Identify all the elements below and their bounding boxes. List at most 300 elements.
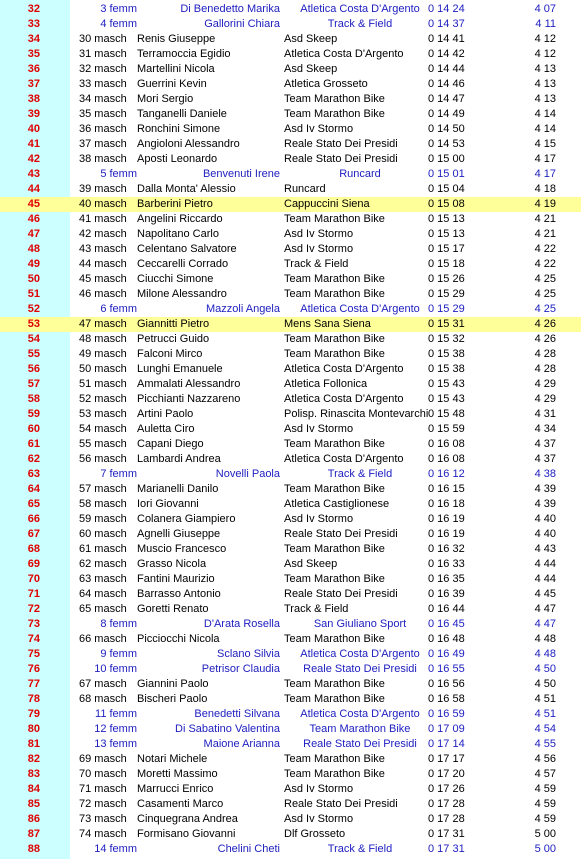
athlete-name-cell: Angelini Riccardo [137, 213, 223, 225]
time-cell: 0 16 08 [428, 453, 465, 465]
position-cell: 74 [27, 633, 40, 645]
team-cell: Team Marathon Bike [284, 753, 385, 765]
pace-cell: 4 11 [535, 18, 556, 30]
category-cell: 68 masch [79, 693, 127, 705]
time-cell: 0 17 31 [428, 828, 465, 840]
category-cell: 42 masch [79, 228, 127, 240]
athlete-name-cell: Auletta Ciro [137, 423, 195, 435]
team-cell: Cappuccini Siena [284, 198, 370, 210]
time-cell: 0 15 13 [428, 213, 465, 225]
time-cell: 0 14 46 [428, 78, 465, 90]
athlete-name-cell: Falconi Mirco [137, 348, 203, 360]
position-cell: 77 [27, 678, 40, 690]
athlete-name-cell: Marianelli Danilo [137, 483, 219, 495]
team-cell: Atletica Follonica [284, 378, 368, 390]
athlete-name-cell: Barberini Pietro [137, 198, 213, 210]
pace-cell: 4 12 [534, 33, 556, 45]
position-cell: 48 [27, 243, 40, 255]
pace-cell: 4 17 [534, 168, 556, 180]
team-cell: Atletica Costa D'Argento [300, 303, 420, 315]
athlete-name-cell: Di Sabatino Valentina [175, 723, 280, 735]
team-cell: Team Marathon Bike [284, 678, 385, 690]
time-cell: 0 16 49 [428, 648, 465, 660]
pace-cell: 4 18 [534, 183, 556, 195]
athlete-name-cell: Agnelli Giuseppe [137, 528, 221, 540]
position-cell: 84 [27, 783, 40, 795]
position-cell: 33 [27, 18, 40, 30]
team-cell: Team Marathon Bike [284, 108, 385, 120]
category-cell: 7 femm [100, 468, 137, 480]
team-cell: Atletica Grosseto [284, 78, 368, 90]
category-cell: 54 masch [79, 423, 127, 435]
pace-cell: 4 15 [534, 138, 556, 150]
pace-cell: 4 47 [534, 618, 556, 630]
team-cell: Dlf Grosseto [284, 828, 346, 840]
athlete-name-cell: Capani Diego [137, 438, 204, 450]
time-cell: 0 15 59 [428, 423, 465, 435]
athlete-name-cell: Goretti Renato [137, 603, 209, 615]
category-cell: 57 masch [79, 483, 127, 495]
athlete-name-cell: Mazzoli Angela [206, 303, 280, 315]
team-cell: Asd Iv Stormo [284, 228, 354, 240]
category-cell: 62 masch [79, 558, 127, 570]
athlete-name-cell: Martellini Nicola [137, 63, 215, 75]
athlete-name-cell: Casamenti Marco [137, 798, 224, 810]
team-cell: Team Marathon Bike [284, 213, 385, 225]
position-cell: 73 [27, 618, 40, 630]
category-cell: 11 femm [95, 708, 137, 720]
table-row [0, 377, 581, 392]
athlete-name-cell: Tanganelli Daniele [137, 108, 227, 120]
category-cell: 8 femm [100, 618, 137, 630]
table-row [0, 137, 581, 152]
table-row [0, 737, 581, 752]
table-row [0, 767, 581, 782]
position-cell: 69 [27, 558, 40, 570]
pace-cell: 4 48 [534, 633, 556, 645]
table-row [0, 182, 581, 197]
category-cell: 58 masch [79, 498, 127, 510]
table-row [0, 122, 581, 137]
category-cell: 63 masch [79, 573, 127, 585]
pace-cell: 4 14 [534, 108, 556, 120]
team-cell: Asd Skeep [284, 63, 338, 75]
team-cell: Reale Stato Dei Presidi [284, 798, 398, 810]
position-cell: 42 [27, 153, 40, 165]
table-row [0, 842, 581, 857]
position-cell: 47 [27, 228, 40, 240]
position-cell: 76 [27, 663, 40, 675]
table-row [0, 47, 581, 62]
category-cell: 14 femm [94, 843, 137, 855]
athlete-name-cell: Notari Michele [137, 753, 208, 765]
athlete-name-cell: Ronchini Simone [137, 123, 221, 135]
position-cell: 54 [27, 333, 40, 345]
table-row [0, 92, 581, 107]
pace-cell: 4 28 [534, 363, 556, 375]
table-row [0, 347, 581, 362]
athlete-name-cell: Picciocchi Nicola [137, 633, 220, 645]
category-cell: 38 masch [79, 153, 127, 165]
position-cell: 60 [27, 423, 40, 435]
position-cell: 79 [27, 708, 40, 720]
table-row [0, 722, 581, 737]
pace-cell: 4 48 [534, 648, 556, 660]
category-cell: 47 masch [79, 318, 127, 330]
athlete-name-cell: Petrucci Guido [137, 333, 210, 345]
team-cell: Atletica Costa D'Argento [284, 393, 404, 405]
athlete-name-cell: Barrasso Antonio [137, 588, 221, 600]
table-row [0, 752, 581, 767]
time-cell: 0 16 12 [428, 468, 465, 480]
position-cell: 39 [27, 108, 40, 120]
table-row [0, 602, 581, 617]
athlete-name-cell: Bischeri Paolo [137, 693, 208, 705]
category-cell: 74 masch [79, 828, 127, 840]
athlete-name-cell: Grasso Nicola [137, 558, 207, 570]
pace-cell: 4 56 [534, 753, 556, 765]
athlete-name-cell: Maione Arianna [203, 738, 280, 750]
pace-cell: 4 43 [534, 543, 556, 555]
category-cell: 60 masch [79, 528, 127, 540]
position-cell: 65 [27, 498, 40, 510]
category-cell: 52 masch [79, 393, 127, 405]
athlete-name-cell: D'Arata Rosella [203, 618, 280, 630]
time-cell: 0 15 26 [428, 273, 465, 285]
team-cell: Atletica Castiglionese [284, 498, 390, 510]
position-cell: 36 [27, 63, 40, 75]
pace-cell: 4 59 [534, 798, 556, 810]
category-cell: 44 masch [79, 258, 127, 270]
pace-cell: 4 21 [534, 228, 556, 240]
category-cell: 13 femm [94, 738, 137, 750]
pace-cell: 4 57 [534, 768, 556, 780]
team-cell: Team Marathon Bike [284, 633, 385, 645]
position-cell: 62 [27, 453, 40, 465]
table-row [0, 647, 581, 662]
table-row [0, 527, 581, 542]
category-cell: 37 masch [79, 138, 127, 150]
pace-cell: 4 38 [534, 468, 556, 480]
team-cell: Atletica Costa D'Argento [300, 3, 420, 15]
athlete-name-cell: Ceccarelli Corrado [137, 258, 229, 270]
team-cell: Reale Stato Dei Presidi [284, 588, 398, 600]
team-cell: Mens Sana Siena [284, 318, 371, 330]
category-cell: 33 masch [79, 78, 127, 90]
table-row [0, 407, 581, 422]
table-row [0, 557, 581, 572]
pace-cell: 4 40 [534, 528, 556, 540]
team-cell: Atletica Costa D'Argento [284, 48, 404, 60]
category-cell: 34 masch [79, 93, 127, 105]
team-cell: Track & Field [327, 843, 393, 855]
athlete-name-cell: Celentano Salvatore [137, 243, 237, 255]
table-row [0, 497, 581, 512]
time-cell: 0 16 59 [428, 708, 465, 720]
position-cell: 63 [27, 468, 40, 480]
position-cell: 82 [27, 753, 40, 765]
pace-cell: 4 34 [534, 423, 556, 435]
time-cell: 0 15 17 [428, 243, 465, 255]
pace-cell: 4 22 [534, 258, 556, 270]
team-cell: Asd Iv Stormo [284, 813, 354, 825]
time-cell: 0 15 29 [428, 303, 465, 315]
table-row [0, 587, 581, 602]
table-row [0, 707, 581, 722]
category-cell: 67 masch [79, 678, 127, 690]
team-cell: Runcard [284, 183, 326, 195]
table-row [0, 242, 581, 257]
time-cell: 0 17 28 [428, 813, 465, 825]
position-cell: 55 [27, 348, 40, 360]
time-cell: 0 16 33 [428, 558, 465, 570]
time-cell: 0 14 53 [428, 138, 465, 150]
time-cell: 0 16 44 [428, 603, 465, 615]
pace-cell: 4 39 [534, 498, 556, 510]
team-cell: Atletica Costa D'Argento [284, 453, 404, 465]
category-cell: 51 masch [79, 378, 127, 390]
category-cell: 61 masch [79, 543, 127, 555]
category-cell: 49 masch [79, 348, 127, 360]
team-cell: Team Marathon Bike [284, 768, 385, 780]
athlete-name-cell: Benvenuti Irene [202, 168, 280, 180]
category-cell: 39 masch [79, 183, 127, 195]
team-cell: Runcard [339, 168, 381, 180]
team-cell: Reale Stato Dei Presidi [303, 663, 417, 675]
pace-cell: 4 12 [534, 48, 556, 60]
position-cell: 59 [27, 408, 40, 420]
pace-cell: 4 29 [534, 378, 556, 390]
table-row [0, 257, 581, 272]
category-cell: 64 masch [79, 588, 127, 600]
time-cell: 0 15 13 [428, 228, 465, 240]
time-cell: 0 14 37 [428, 18, 465, 30]
team-cell: Team Marathon Bike [284, 273, 385, 285]
table-row [0, 632, 581, 647]
time-cell: 0 15 01 [428, 168, 465, 180]
pace-cell: 4 44 [534, 558, 556, 570]
position-cell: 56 [27, 363, 40, 375]
pace-cell: 4 39 [534, 483, 556, 495]
position-cell: 78 [27, 693, 40, 705]
team-cell: Atletica Costa D'Argento [300, 708, 420, 720]
category-cell: 41 masch [79, 213, 127, 225]
category-cell: 45 masch [79, 273, 127, 285]
position-cell: 34 [27, 33, 40, 45]
athlete-name-cell: Chelini Cheti [217, 843, 280, 855]
category-cell: 4 femm [100, 18, 137, 30]
pace-cell: 4 14 [534, 123, 556, 135]
pace-cell: 4 26 [534, 318, 556, 330]
athlete-name-cell: Formisano Giovanni [137, 828, 236, 840]
table-row [0, 362, 581, 377]
time-cell: 0 16 08 [428, 438, 465, 450]
pace-cell: 4 50 [534, 663, 556, 675]
pace-cell: 4 25 [534, 303, 556, 315]
table-row [0, 662, 581, 677]
position-cell: 66 [27, 513, 40, 525]
table-row [0, 227, 581, 242]
pace-cell: 4 40 [534, 513, 556, 525]
position-cell: 71 [27, 588, 40, 600]
athlete-name-cell: Renis Giuseppe [137, 33, 216, 45]
team-cell: Team Marathon Bike [284, 348, 385, 360]
time-cell: 0 17 09 [428, 723, 465, 735]
team-cell: Team Marathon Bike [284, 288, 385, 300]
time-cell: 0 15 32 [428, 333, 465, 345]
table-row [0, 332, 581, 347]
pace-cell: 4 31 [534, 408, 556, 420]
athlete-name-cell: Moretti Massimo [137, 768, 218, 780]
table-row [0, 107, 581, 122]
category-cell: 35 masch [79, 108, 127, 120]
time-cell: 0 17 31 [428, 843, 465, 855]
position-cell: 49 [27, 258, 40, 270]
team-cell: Team Marathon Bike [284, 573, 385, 585]
category-cell: 70 masch [79, 768, 127, 780]
pace-cell: 4 59 [534, 813, 556, 825]
table-row [0, 152, 581, 167]
pace-cell: 4 59 [534, 783, 556, 795]
table-row [0, 17, 581, 32]
athlete-name-cell: Aposti Leonardo [137, 153, 218, 165]
time-cell: 0 16 45 [428, 618, 465, 630]
table-row [0, 272, 581, 287]
position-cell: 75 [27, 648, 40, 660]
category-cell: 9 femm [100, 648, 137, 660]
category-cell: 69 masch [79, 753, 127, 765]
team-cell: Asd Iv Stormo [284, 123, 354, 135]
position-cell: 38 [27, 93, 40, 105]
athlete-name-cell: Guerrini Kevin [137, 78, 207, 90]
pace-cell: 4 50 [534, 678, 556, 690]
time-cell: 0 14 50 [428, 123, 465, 135]
table-row [0, 392, 581, 407]
table-row [0, 167, 581, 182]
position-cell: 72 [27, 603, 40, 615]
position-cell: 68 [27, 543, 40, 555]
time-cell: 0 17 14 [428, 738, 465, 750]
position-cell: 86 [27, 813, 40, 825]
table-row [0, 77, 581, 92]
time-cell: 0 14 47 [428, 93, 465, 105]
position-cell: 45 [0, 197, 40, 212]
time-cell: 0 15 43 [428, 378, 465, 390]
athlete-name-cell: Novelli Paola [215, 468, 280, 480]
athlete-name-cell: Terramoccia Egidio [137, 48, 231, 60]
category-cell: 30 masch [79, 33, 127, 45]
position-cell: 37 [27, 78, 40, 90]
table-row [0, 482, 581, 497]
team-cell: Asd Iv Stormo [284, 513, 354, 525]
category-cell: 46 masch [79, 288, 127, 300]
athlete-name-cell: Picchianti Nazzareno [137, 393, 241, 405]
table-row [0, 197, 581, 212]
position-cell: 83 [27, 768, 40, 780]
athlete-name-cell: Benedetti Silvana [194, 708, 280, 720]
time-cell: 0 14 44 [428, 63, 465, 75]
athlete-name-cell: Dalla Monta' Alessio [137, 183, 236, 195]
pace-cell: 4 47 [534, 603, 556, 615]
pace-cell: 4 28 [534, 348, 556, 360]
athlete-name-cell: Iori Giovanni [137, 498, 199, 510]
time-cell: 0 14 42 [428, 48, 465, 60]
time-cell: 0 15 18 [428, 258, 465, 270]
table-row [0, 302, 581, 317]
team-cell: Track & Field [327, 468, 393, 480]
team-cell: Team Marathon Bike [284, 693, 385, 705]
position-cell: 58 [27, 393, 40, 405]
athlete-name-cell: Petrisor Claudia [201, 663, 280, 675]
category-cell: 32 masch [79, 63, 127, 75]
team-cell: Team Marathon Bike [284, 483, 385, 495]
table-row [0, 692, 581, 707]
time-cell: 0 15 04 [428, 183, 465, 195]
table-row [0, 512, 581, 527]
time-cell: 0 14 41 [428, 33, 465, 45]
pace-cell: 4 44 [534, 573, 556, 585]
pace-cell: 4 17 [534, 153, 556, 165]
table-row [0, 422, 581, 437]
pace-cell: 4 37 [534, 438, 556, 450]
athlete-name-cell: Marrucci Enrico [137, 783, 214, 795]
category-cell: 3 femm [100, 3, 137, 15]
category-cell: 6 femm [100, 303, 137, 315]
team-cell: Atletica Costa D'Argento [284, 363, 404, 375]
category-cell: 56 masch [79, 453, 127, 465]
category-cell: 55 masch [79, 438, 127, 450]
team-cell: Team Marathon Bike [284, 543, 385, 555]
time-cell: 0 16 19 [428, 528, 465, 540]
team-cell: Track & Field [284, 258, 349, 270]
position-cell: 35 [27, 48, 40, 60]
time-cell: 0 15 31 [428, 318, 465, 330]
team-cell: Team Marathon Bike [284, 333, 385, 345]
athlete-name-cell: Gallorini Chiara [204, 18, 280, 30]
time-cell: 0 16 19 [428, 513, 465, 525]
team-cell: Reale Stato Dei Presidi [284, 153, 398, 165]
athlete-name-cell: Ciucchi Simone [137, 273, 214, 285]
table-row [0, 287, 581, 302]
category-cell: 73 masch [79, 813, 127, 825]
table-row [0, 617, 581, 632]
team-cell: Asd Iv Stormo [284, 783, 354, 795]
team-cell: Asd Skeep [284, 33, 338, 45]
category-cell: 72 masch [79, 798, 127, 810]
team-cell: Team Marathon Bike [309, 723, 411, 735]
pace-cell: 4 21 [534, 213, 556, 225]
table-row [0, 467, 581, 482]
pace-cell: 4 13 [534, 78, 556, 90]
pace-cell: 4 37 [534, 453, 556, 465]
table-row [0, 452, 581, 467]
position-cell: 44 [27, 183, 40, 195]
time-cell: 0 16 39 [428, 588, 465, 600]
time-cell: 0 16 32 [428, 543, 465, 555]
athlete-name-cell: Milone Alessandro [137, 288, 227, 300]
athlete-name-cell: Colanera Giampiero [137, 513, 236, 525]
position-cell: 61 [27, 438, 40, 450]
time-cell: 0 16 56 [428, 678, 465, 690]
position-cell: 46 [27, 213, 40, 225]
category-cell: 31 masch [79, 48, 127, 60]
team-cell: Team Marathon Bike [284, 438, 385, 450]
category-cell: 10 femm [94, 663, 137, 675]
category-cell: 50 masch [79, 363, 127, 375]
category-cell: 43 masch [79, 243, 127, 255]
athlete-name-cell: Napolitano Carlo [137, 228, 219, 240]
team-cell: Track & Field [284, 603, 349, 615]
